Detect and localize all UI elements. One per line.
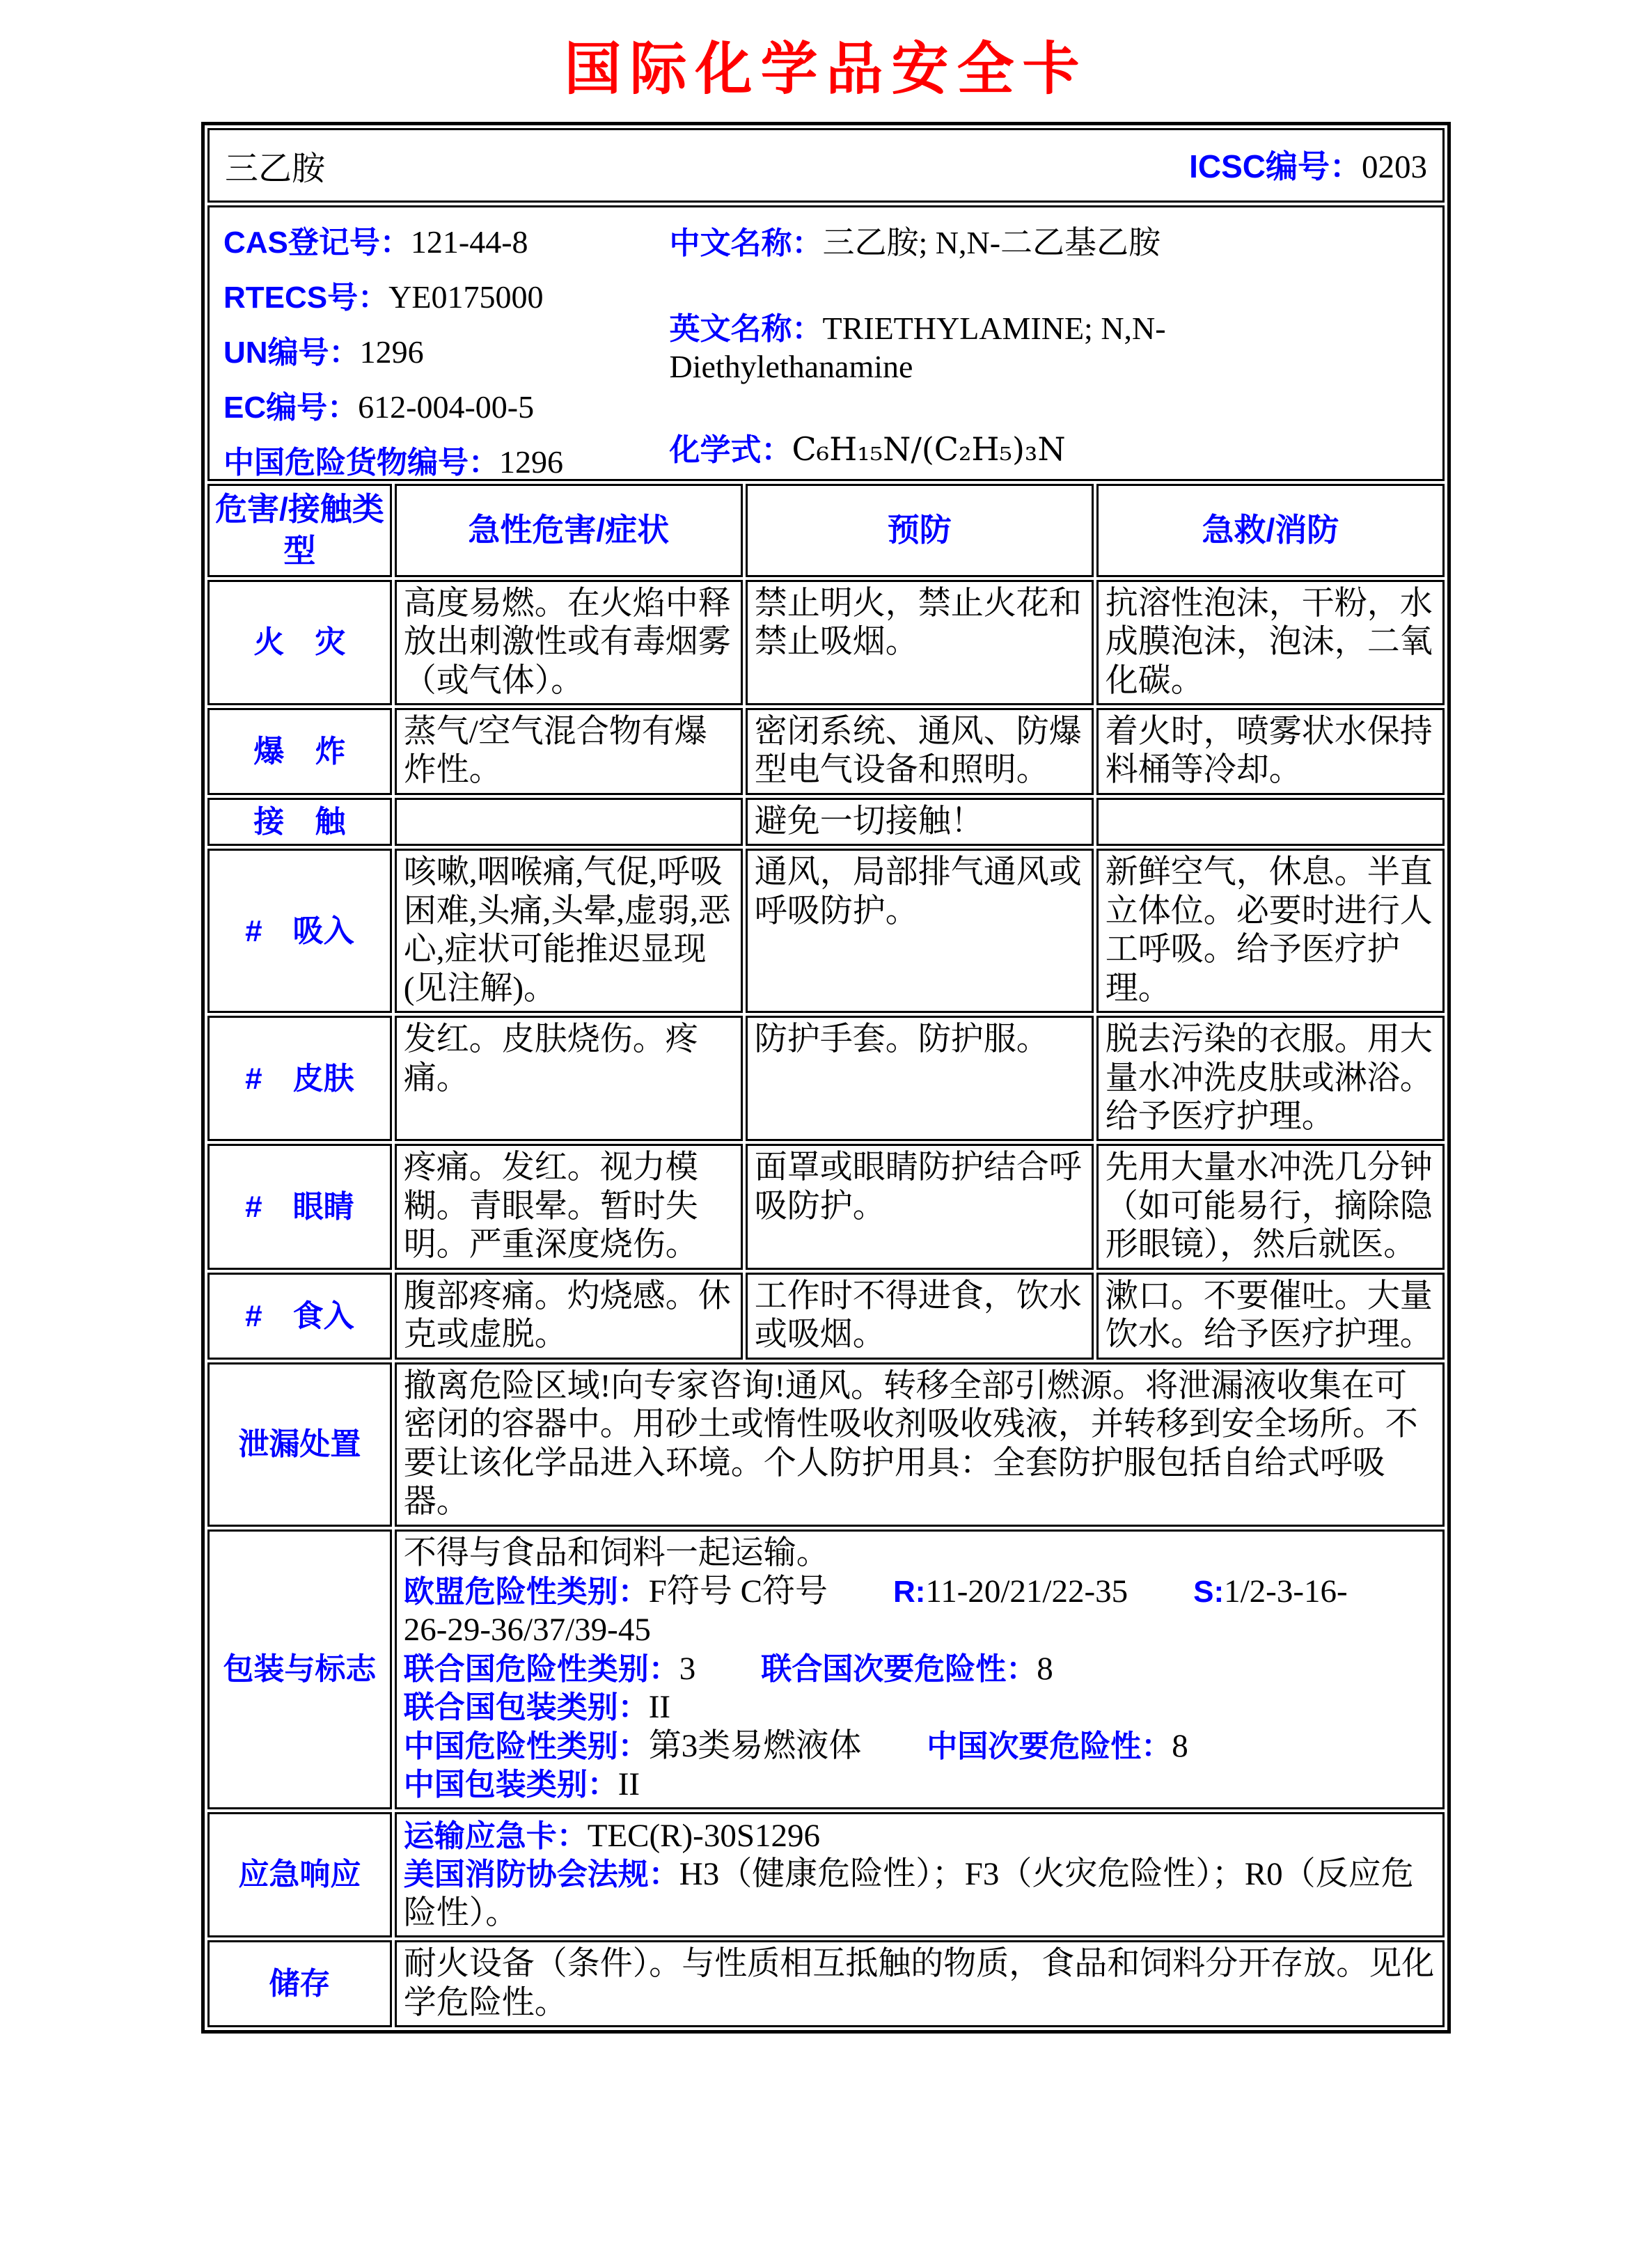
hazard-table-header-row <box>207 484 1445 577</box>
header-acute-hazards: 急性危害/症状 <box>395 484 743 577</box>
substance-header-cell <box>207 128 1445 203</box>
explosion-prevention-cell: 密闭系统、通风、防爆型电气设备和照明。 <box>746 708 1094 795</box>
chemical-formula: 化学式：C₆H₁₅N/(C₂H₅)₃N <box>669 430 1066 468</box>
nfpa-code-line: 美国消防协会法规：H3（健康危险性）；F3（火灾危险性）；R0（反应危险性）。 <box>403 1856 1414 1931</box>
eu-classification-wrap-line: 26-29-36/37/39-45 <box>403 1612 651 1649</box>
row-inhalation <box>207 849 1445 1013</box>
ingestion-first-aid-cell: 漱口。不要催吐。大量饮水。给予医疗护理。 <box>1096 1273 1445 1360</box>
row-skin <box>207 1016 1445 1141</box>
row-spill-disposal <box>207 1362 1445 1527</box>
inhalation-symptoms-cell: 咳嗽,咽喉痛,气促,呼吸困难,头痛,头晕,虚弱,恶心,症状可能推迟显现(见注解)。 <box>395 849 743 1013</box>
eyes-symptoms-cell: 疼痛。发红。视力模糊。青眼晕。暂时失明。严重深度烧伤。 <box>395 1144 743 1269</box>
explosion-symptoms-cell: 蒸气/空气混合物有爆炸性。 <box>395 708 743 795</box>
identifier-list <box>223 217 669 480</box>
row-substance <box>207 128 1445 203</box>
emergency-response-cell <box>395 1812 1445 1937</box>
row-explosion <box>207 708 1445 795</box>
skin-label: # 皮肤 <box>207 1016 392 1141</box>
header-prevention: 预防 <box>746 484 1094 577</box>
english-name: 英文名称：TRIETHYLAMINE; N,N-Diethylethanamine <box>669 310 1166 384</box>
icsc-number-label: ICSC编号： <box>1189 148 1362 184</box>
un-number: UN编号：1296 <box>223 334 424 370</box>
rtecs-number: RTECS号：YE0175000 <box>223 279 544 315</box>
transport-emergency-card-line: 运输应急卡：TEC(R)-30S1296 <box>403 1817 820 1854</box>
header-first-aid: 急救/消防 <box>1096 484 1445 577</box>
identifiers-cell <box>207 205 1445 481</box>
ingestion-prevention-cell: 工作时不得进食，饮水或吸烟。 <box>746 1273 1094 1360</box>
row-emergency-response <box>207 1812 1445 1937</box>
eu-classification-line: 欧盟危险性类别：F符号 C符号 R:11-20/21/22-35 S:1/2-3-16- <box>403 1573 1348 1610</box>
eyes-prevention-cell: 面罩或眼睛防护结合呼吸防护。 <box>746 1144 1094 1269</box>
china-dangerous-goods-number: 中国危险货物编号：1296 <box>223 444 563 480</box>
row-identifiers <box>207 205 1445 481</box>
spill-disposal-label: 泄漏处置 <box>207 1362 392 1527</box>
china-classification-line: 中国危险性类别：第3类易燃液体 中国次要危险性：8 <box>403 1727 1188 1764</box>
icsc-number <box>1189 141 1427 187</box>
ec-number: EC编号：612-004-00-5 <box>223 389 535 425</box>
row-ingestion <box>207 1273 1445 1360</box>
icsc-page <box>0 24 1652 2257</box>
skin-prevention-cell: 防护手套。防护服。 <box>746 1016 1094 1141</box>
row-packaging-labelling <box>207 1529 1445 1809</box>
storage-cell: 耐火设备（条件）。与性质相互抵触的物质，食品和饲料分开存放。见化学危险性。 <box>395 1940 1445 2027</box>
fire-label: 火 灾 <box>207 580 392 705</box>
row-exposure <box>207 798 1445 846</box>
storage-label: 储存 <box>207 1940 392 2027</box>
row-fire <box>207 580 1445 705</box>
icsc-number-value: 0203 <box>1362 149 1427 185</box>
substance-name: 三乙胺 <box>225 150 326 187</box>
inhalation-prevention-cell: 通风，局部排气通风或呼吸防护。 <box>746 849 1094 1013</box>
icsc-card-table <box>201 122 1451 2034</box>
chinese-name: 中文名称：三乙胺; N,N-二乙基乙胺 <box>669 225 1161 260</box>
eyes-label: # 眼睛 <box>207 1144 392 1269</box>
exposure-prevention-cell: 避免一切接触！ <box>746 798 1094 846</box>
inhalation-label: # 吸入 <box>207 849 392 1013</box>
skin-first-aid-cell: 脱去污染的衣服。用大量水冲洗皮肤或淋浴。给予医疗护理。 <box>1096 1016 1445 1141</box>
header-hazard-type: 危害/接触类型 <box>207 484 392 577</box>
fire-prevention-cell: 禁止明火，禁止火花和禁止吸烟。 <box>746 580 1094 705</box>
page-title: 国际化学品安全卡 <box>564 38 1088 101</box>
inhalation-first-aid-cell: 新鲜空气，休息。半直立体位。必要时进行人工呼吸。给予医疗护理。 <box>1096 849 1445 1013</box>
explosion-label: 爆 炸 <box>207 708 392 795</box>
explosion-first-aid-cell: 着火时，喷雾状水保持料桶等冷却。 <box>1096 708 1445 795</box>
packaging-labelling-cell <box>395 1529 1445 1809</box>
emergency-response-label: 应急响应 <box>207 1812 392 1937</box>
china-packing-group-line: 中国包装类别：II <box>403 1766 640 1803</box>
spill-disposal-cell: 撤离危险区域!向专家咨询!通风。转移全部引燃源。将泄漏液收集在可密闭的容器中。用砂土或惰性吸收剂吸收残液，并转移到安全场所。不要让该化学品进入环境。个人防护用具：全套防护服包括自给式呼吸器。 <box>395 1362 1445 1527</box>
fire-symptoms-cell: 高度易燃。在火焰中释放出刺激性或有毒烟雾（或气体）。 <box>395 580 743 705</box>
exposure-first-aid-cell <box>1096 798 1445 846</box>
fire-first-aid-cell: 抗溶性泡沫，干粉，水成膜泡沫，泡沫，二氧化碳。 <box>1096 580 1445 705</box>
exposure-label: 接 触 <box>207 798 392 846</box>
name-list <box>669 217 1392 469</box>
skin-symptoms-cell: 发红。皮肤烧伤。疼痛。 <box>395 1016 743 1141</box>
un-classification-line: 联合国危险性类别：3 联合国次要危险性：8 <box>403 1650 1053 1687</box>
packaging-labelling-label: 包装与标志 <box>207 1529 392 1809</box>
row-storage <box>207 1940 1445 2027</box>
ingestion-label: # 食入 <box>207 1273 392 1360</box>
cas-number: CAS登记号：121-44-8 <box>223 224 528 260</box>
row-eyes <box>207 1144 1445 1269</box>
exposure-symptoms-cell <box>395 798 743 846</box>
eyes-first-aid-cell: 先用大量水冲洗几分钟（如可能易行，摘除隐形眼镜），然后就医。 <box>1096 1144 1445 1269</box>
transport-note-line: 不得与食品和饲料一起运输。 <box>403 1534 829 1571</box>
un-packing-group-line: 联合国包装类别：II <box>403 1689 671 1726</box>
ingestion-symptoms-cell: 腹部疼痛。灼烧感。休克或虚脱。 <box>395 1273 743 1360</box>
